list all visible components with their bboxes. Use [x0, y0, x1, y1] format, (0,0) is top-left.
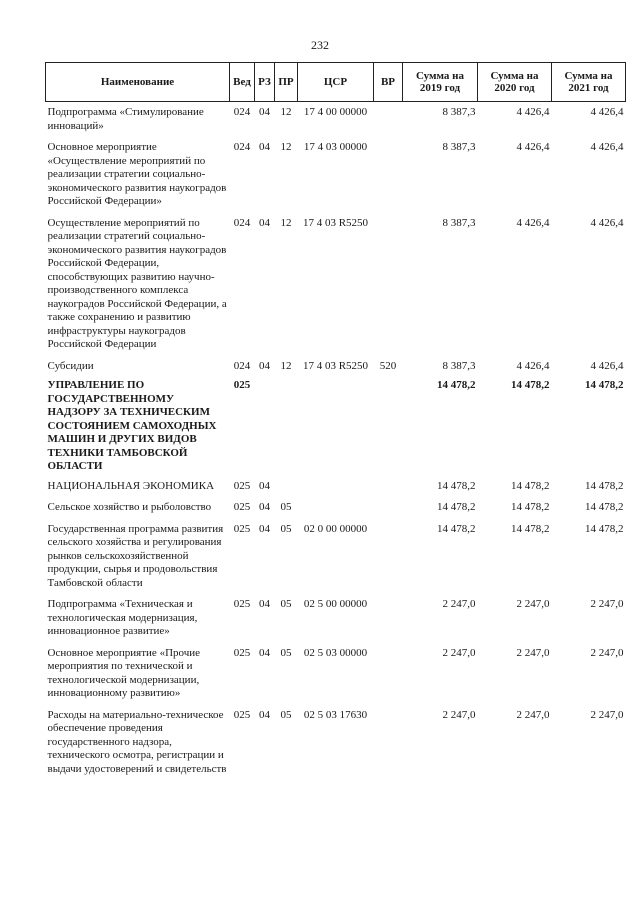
- cell-csr: 17 4 03 R5250: [302, 216, 369, 229]
- cell-pr: 05: [280, 708, 292, 721]
- cell-name: Подпрограмма «Стимулирование инноваций»: [47, 106, 204, 132]
- table-row: [46, 480, 626, 502]
- cell-rz: 04: [259, 501, 270, 513]
- cell-ved: 025: [233, 646, 251, 659]
- cell-rz: 04: [259, 359, 270, 372]
- table-row: [46, 217, 626, 360]
- cell-rz: 04: [259, 646, 270, 659]
- cell-ved: 025: [233, 708, 251, 721]
- cell-vr: [374, 598, 403, 647]
- header-pr: ПР: [275, 63, 298, 102]
- cell-sum-2020: 4 426,4: [516, 106, 550, 118]
- cell-vr: [374, 379, 403, 480]
- cell-csr: 02 5 00 00000: [303, 598, 368, 610]
- header-name: Наименование: [46, 63, 230, 102]
- cell-name: Субсидии: [47, 359, 94, 372]
- cell-sum-2020: 4 426,4: [516, 141, 550, 153]
- cell-ved: 025: [233, 501, 251, 513]
- cell-name: Подпрограмма «Техническая и технологическая модернизация, инновационное развитие»: [47, 598, 198, 637]
- table-row: [46, 360, 626, 380]
- header-sum-2020: Сумма на 2020 год: [478, 63, 552, 102]
- cell-sum-2021: 4 426,4: [590, 359, 624, 372]
- cell-sum-2020: 4 426,4: [516, 359, 550, 372]
- cell-sum-2019: 8 387,3: [442, 359, 476, 372]
- header-csr: ЦСР: [298, 63, 374, 102]
- cell-sum-2019: 14 478,2: [437, 522, 476, 535]
- cell-pr: [275, 379, 298, 480]
- cell-sum-2021: 2 247,0: [590, 708, 624, 721]
- cell-sum-2020: 14 478,2: [511, 479, 550, 492]
- cell-rz: 04: [259, 106, 270, 118]
- cell-sum-2021: 14 478,2: [585, 379, 624, 391]
- cell-rz: 04: [259, 141, 270, 153]
- cell-name: Сельское хозяйство и рыболовство: [47, 501, 212, 513]
- cell-sum-2020: 14 478,2: [511, 379, 550, 391]
- page-number: 232: [311, 38, 329, 52]
- cell-sum-2020: 2 247,0: [516, 708, 550, 721]
- table-row: [46, 501, 626, 523]
- cell-vr: [374, 141, 403, 217]
- cell-rz: 04: [259, 708, 270, 721]
- cell-sum-2019: 8 387,3: [442, 106, 476, 118]
- cell-sum-2021: 14 478,2: [585, 479, 624, 492]
- cell-ved: 025: [233, 379, 251, 391]
- cell-csr: 17 4 03 00000: [303, 141, 368, 153]
- cell-csr: 17 4 00 00000: [303, 106, 368, 118]
- header-rz: РЗ: [255, 63, 275, 102]
- cell-vr: [374, 217, 403, 360]
- cell-pr: 05: [280, 598, 292, 610]
- cell-pr: 12: [280, 359, 292, 372]
- cell-sum-2021: 14 478,2: [585, 522, 624, 535]
- cell-sum-2021: 2 247,0: [590, 598, 624, 610]
- table-row: [46, 379, 626, 480]
- cell-sum-2020: 2 247,0: [516, 646, 550, 659]
- table-row: [46, 647, 626, 709]
- cell-csr: 17 4 03 R5250: [302, 359, 369, 372]
- cell-sum-2019: 14 478,2: [437, 501, 476, 513]
- cell-rz: 04: [259, 598, 270, 610]
- cell-pr: 12: [280, 141, 292, 153]
- cell-sum-2019: 8 387,3: [442, 141, 476, 153]
- cell-pr: [275, 480, 298, 502]
- cell-ved: 025: [233, 522, 251, 535]
- cell-sum-2019: 14 478,2: [437, 479, 476, 492]
- cell-name: Основное мероприятие «Осуществление мероприятий по реализации стратегии социально-экономического развития наукоградов Российской Федерации»: [47, 141, 227, 207]
- cell-vr: [374, 709, 403, 785]
- cell-sum-2019: 2 247,0: [442, 708, 476, 721]
- cell-ved: 025: [233, 479, 251, 492]
- cell-vr: 520: [379, 359, 397, 372]
- header-ved: Вед: [230, 63, 255, 102]
- cell-ved: 024: [233, 106, 251, 118]
- cell-sum-2019: 8 387,3: [442, 216, 476, 229]
- cell-sum-2021: 2 247,0: [590, 646, 624, 659]
- cell-csr: 02 5 03 00000: [303, 646, 368, 659]
- cell-vr: [374, 501, 403, 523]
- cell-name: Основное мероприятие «Прочие мероприятия по технической и технологической модернизации, инновационному развитию»: [47, 646, 201, 699]
- cell-name: Государственная программа развития сельского хозяйства и регулирования рынков сельскохозяйственной продукции, сырья и продовольствия Тамбовской области: [47, 522, 224, 589]
- cell-csr: [298, 501, 374, 523]
- cell-name: Осуществление мероприятий по реализации стратегий социально-экономического развития наукоградов Российской Федерации, способствующих развитию научно-производственного комплекса наукоградов Российской Федерации, а также сохранению и развитию инфраструктуры наукоградов Российской Федерации: [47, 216, 227, 350]
- table-row: [46, 598, 626, 647]
- cell-pr: 05: [280, 522, 292, 535]
- cell-ved: 025: [233, 598, 251, 610]
- cell-ved: 024: [233, 141, 251, 153]
- table-header-row: [46, 63, 626, 102]
- cell-rz: 04: [259, 522, 270, 535]
- cell-pr: 12: [280, 106, 292, 118]
- cell-csr: [298, 379, 374, 480]
- table-row: [46, 102, 626, 142]
- cell-pr: 12: [280, 216, 292, 229]
- cell-rz: 04: [259, 216, 270, 229]
- cell-csr: 02 0 00 00000: [303, 522, 368, 535]
- cell-rz: 04: [259, 479, 270, 492]
- cell-sum-2020: 4 426,4: [516, 216, 550, 229]
- cell-sum-2021: 14 478,2: [585, 501, 624, 513]
- cell-sum-2021: 4 426,4: [590, 216, 624, 229]
- cell-sum-2019: 14 478,2: [437, 379, 476, 391]
- cell-sum-2021: 4 426,4: [590, 106, 624, 118]
- cell-name: НАЦИОНАЛЬНАЯ ЭКОНОМИКА: [47, 479, 215, 492]
- cell-vr: [374, 523, 403, 599]
- cell-name: УПРАВЛЕНИЕ ПО ГОСУДАРСТВЕННОМУ НАДЗОРУ ЗА ТЕХНИЧЕСКИМ СОСТОЯНИЕМ САМОХОДНЫХ МАШИН И ДРУГИХ ВИДОВ ТЕХНИКИ ТАМБОВСКОЙ ОБЛАСТИ: [47, 379, 217, 472]
- cell-pr: 05: [280, 501, 292, 513]
- cell-vr: [374, 647, 403, 709]
- table-row: [46, 709, 626, 785]
- cell-rz: [255, 379, 275, 480]
- cell-ved: 024: [233, 359, 251, 372]
- cell-vr: [374, 480, 403, 502]
- header-sum-2019: Сумма на 2019 год: [403, 63, 478, 102]
- budget-table: [45, 62, 626, 784]
- table-row: [46, 523, 626, 599]
- cell-ved: 024: [233, 216, 251, 229]
- table-body: [46, 102, 626, 785]
- cell-sum-2020: 14 478,2: [511, 522, 550, 535]
- header-sum-2021: Сумма на 2021 год: [552, 63, 626, 102]
- cell-vr: [374, 102, 403, 142]
- cell-csr: 02 5 03 17630: [303, 708, 368, 721]
- cell-sum-2021: 4 426,4: [590, 141, 624, 153]
- table-row: [46, 141, 626, 217]
- cell-sum-2020: 14 478,2: [511, 501, 550, 513]
- cell-csr: [298, 480, 374, 502]
- cell-sum-2019: 2 247,0: [442, 646, 476, 659]
- cell-name: Расходы на материально-техническое обеспечение проведения государственного надзора, технического осмотра, регистрации и выдачи удостоверений и свидетельств: [47, 708, 227, 775]
- cell-sum-2019: 2 247,0: [442, 598, 476, 610]
- cell-sum-2020: 2 247,0: [516, 598, 550, 610]
- cell-pr: 05: [280, 646, 292, 659]
- header-vr: ВР: [374, 63, 403, 102]
